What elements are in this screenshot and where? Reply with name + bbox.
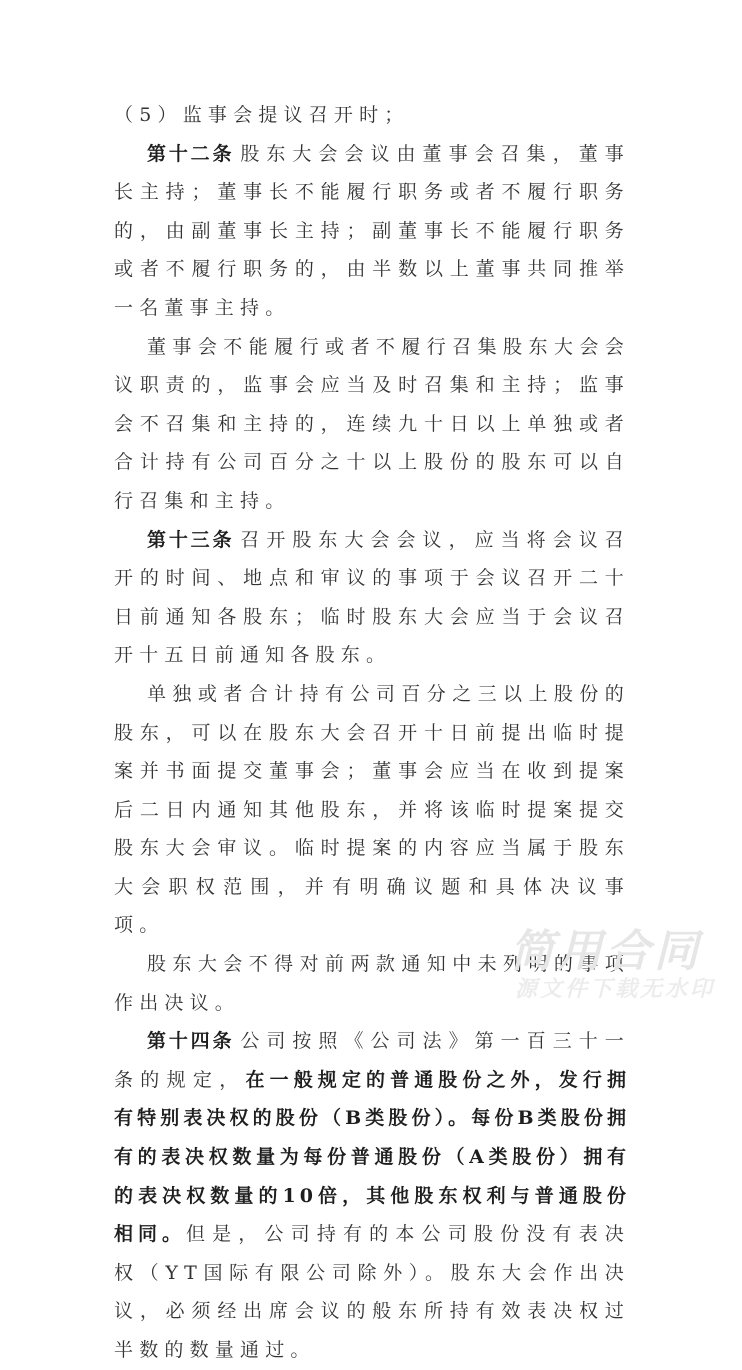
- paragraph-text: 股东大会不得对前两款通知中未列明的事项作出决议。: [114, 953, 630, 1014]
- paragraph-text: 但是，公司持有的本公司股份没有表决权（YT国际有限公司除外）。股东大会作出决议，必须经出席会议的般东所持有效表决权过半数的数量通过。: [114, 1223, 630, 1361]
- watermark-caption: 源文件下载无水印: [515, 977, 716, 1002]
- paragraph-item-5: [114, 96, 630, 135]
- paragraph-text: 召开股东大会会议，应当将会议召开的时间、地点和审议的事项于会议召开二十日前通知各股东；临时股东大会应当于会议召开十五日前通知各股东。: [114, 528, 630, 667]
- paragraph-text: 单独或者合计持有公司百分之三以上股份的股东，可以在股东大会召开十日前提出临时提案并书面提交董事会；董事会应当在收到提案后二日内通知其他股东，并将该临时提案提交股东大会审议。临时提案的内容应当属于股东大会职权范围，并有明确议题和具体决议事项。: [114, 682, 630, 937]
- article-heading: 第十四条: [147, 1030, 235, 1053]
- document-body: [114, 96, 630, 1370]
- paragraph-text: 公司按照《公司法》第一百三十一条的规定，: [114, 1030, 630, 1091]
- bold-provision-text: 在一般规定的普通股份之外，发行拥有特别表决权的股份（B类股份）。每份B类股份拥有的表决权数量为每份普通股份（A类股份）拥有的表决权数量的10倍，其他股东权利与普通股份相同。: [114, 1068, 630, 1246]
- article-heading: 第十三条: [147, 528, 235, 551]
- paragraph-text: （5）监事会提议召开时；: [114, 104, 410, 126]
- article-13-clause-2: [114, 675, 630, 945]
- article-13-clause-3: [114, 945, 630, 1022]
- watermark-logo: 简用合同: [510, 926, 702, 977]
- article-12: [114, 135, 630, 328]
- article-heading: 第十二条: [147, 142, 235, 165]
- article-13: [114, 521, 630, 675]
- paragraph-text: 股东大会会议由董事会召集，董事长主持；董事长不能履行职务或者不履行职务的，由副董事长主持；副董事长不能履行职务或者不履行职务的，由半数以上董事共同推举一名董事主持。: [114, 142, 630, 319]
- article-12-clause-2: [114, 328, 630, 521]
- paragraph-text: 董事会不能履行或者不履行召集股东大会会议职责的，监事会应当及时召集和主持；监事会不召集和主持的，连续九十日以上单独或者合计持有公司百分之十以上股份的股东可以自行召集和主持。: [114, 335, 630, 512]
- article-14: [114, 1022, 630, 1369]
